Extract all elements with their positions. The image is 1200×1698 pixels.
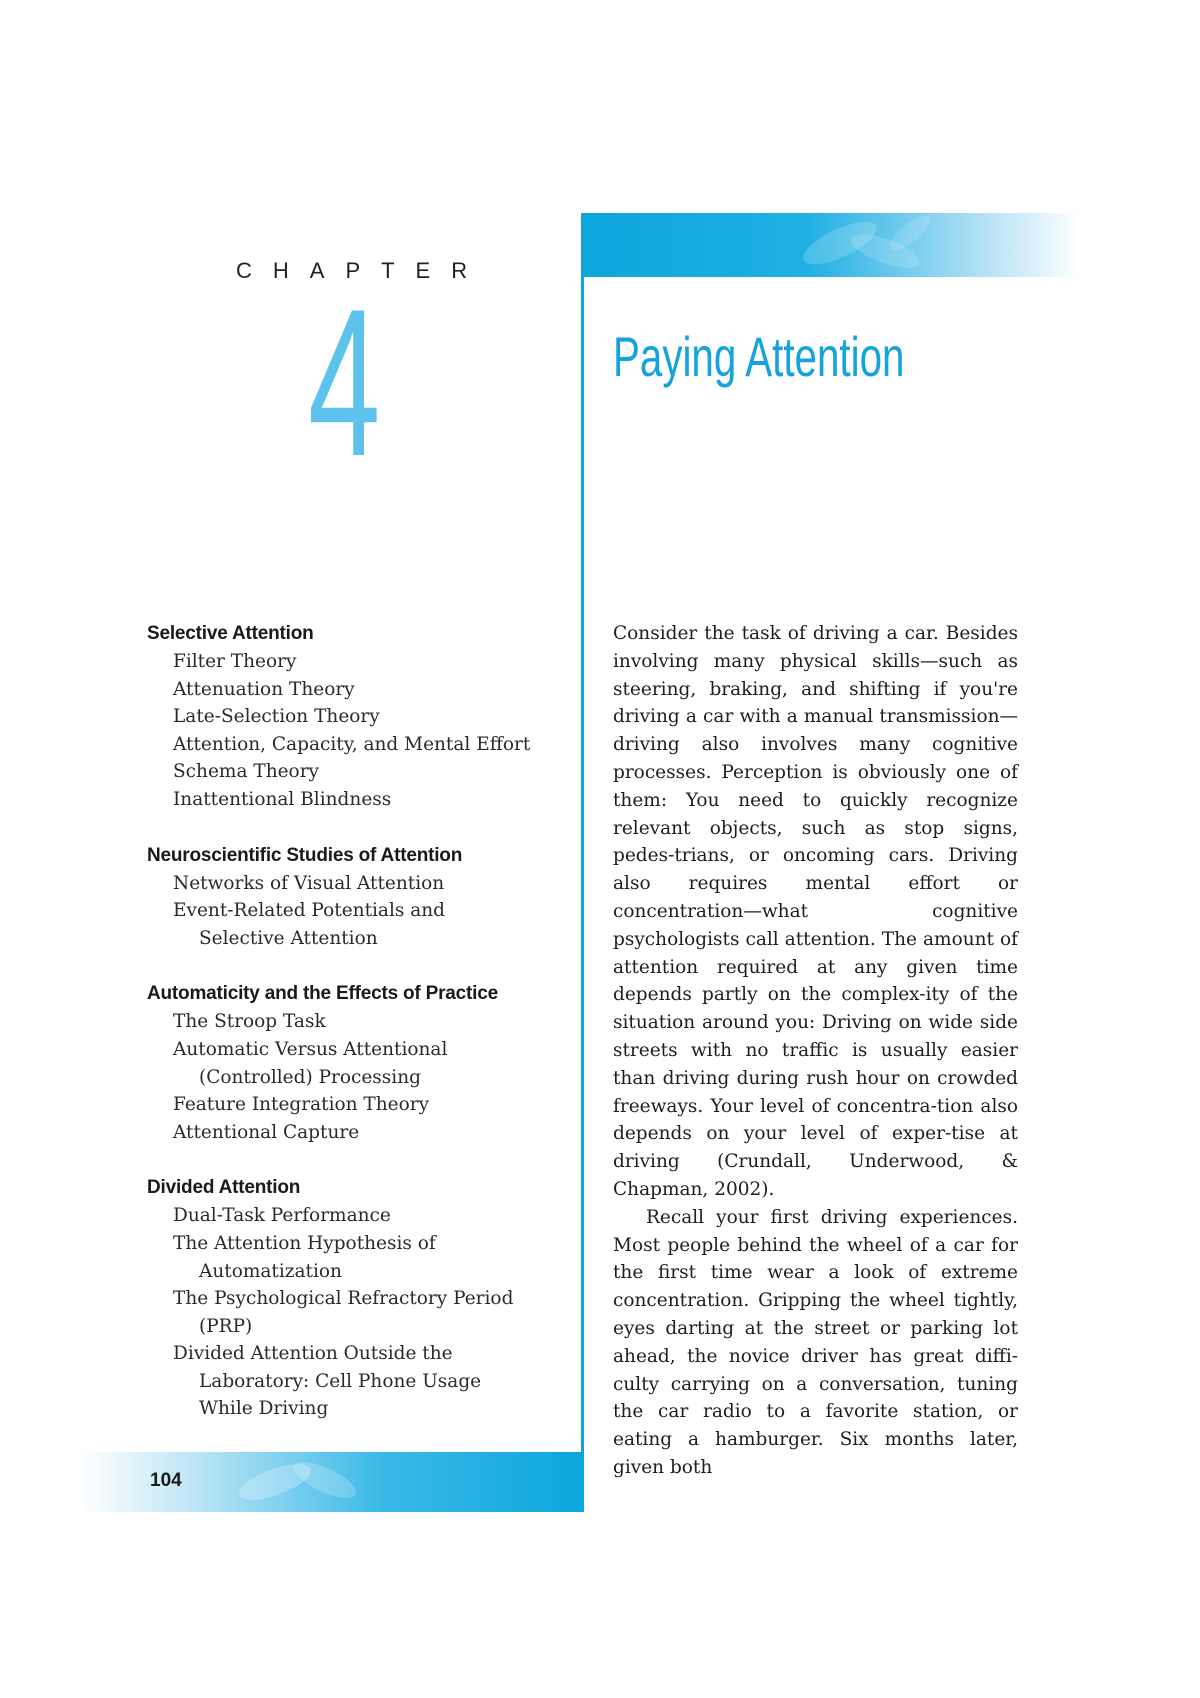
outline-item: Automatization xyxy=(199,1260,342,1282)
outline-item: Attentional Capture xyxy=(173,1121,360,1143)
outline-item: The Psychological Refractory Period xyxy=(173,1288,514,1310)
outline-item: Event-Related Potentials and xyxy=(173,900,446,922)
outline-item: Laboratory: Cell Phone Usage xyxy=(199,1370,482,1392)
outline-item: Dual-Task Performance xyxy=(173,1205,391,1227)
body-paragraph: Consider the task of driving a car. Besides involving many physical skills—such as steering, braking, and shifting if you're driving a car with a manual transmission—driving also involves many cognitive processes. Perception is obviously one of them: You need to quickly recognize relevant objects, such as stop signs, pedes-trians, or oncoming cars. Driving also requires mental effort or concentration—what cognitive psychologists call attention. The amount of attention required at any given time depends partly on the complex-ity of the situation around you: Driving on wide side streets with no traffic is usually easier than driving during rush hour on crowded freeways. Your level of concentra-tion also depends on your level of exper-tise at driving (Crundall, Underwood, & Chapman, 2002). xyxy=(613,623,1018,1200)
vertical-divider xyxy=(581,213,584,1512)
outline-item: Feature Integration Theory xyxy=(173,1094,430,1116)
body-text xyxy=(613,620,1018,1482)
outline-item: The Attention Hypothesis of xyxy=(173,1232,436,1254)
outline-item: Filter Theory xyxy=(173,651,297,672)
floral-decoration xyxy=(230,1452,380,1512)
chapter-outline xyxy=(147,620,567,1451)
outline-item: Networks of Visual Attention xyxy=(173,872,445,894)
chapter-number: 4 xyxy=(308,265,381,500)
outline-section-heading: Neuroscientific Studies of Attention xyxy=(147,844,463,866)
outline-item: (PRP) xyxy=(199,1315,253,1337)
chapter-label: CHAPTER xyxy=(236,258,489,283)
outline-section xyxy=(147,620,567,814)
outline-item: Automatic Versus Attentional xyxy=(173,1038,448,1060)
outline-item: Divided Attention Outside the xyxy=(173,1343,453,1365)
outline-item: Attention, Capacity, and Mental Effort xyxy=(173,733,531,755)
body-paragraph: Recall your first driving experiences. Most people behind the wheel of a car for the first time wear a look of extreme concentration. Gripping the wheel tightly, eyes darting at the street or parking lot ahead, the novice driver has great diffi-culty carrying on a conversation, tuning the car radio to a favorite station, or eating a hamburger. Six months later, given both xyxy=(613,1206,1018,1478)
floral-decoration xyxy=(790,213,950,277)
outline-item: Late-Selection Theory xyxy=(173,706,380,728)
outline-item: The Stroop Task xyxy=(173,1011,326,1033)
chapter-title: Paying Attention xyxy=(613,325,905,388)
outline-item: Inattentional Blindness xyxy=(173,788,392,810)
outline-section xyxy=(147,980,567,1146)
outline-section-heading: Divided Attention xyxy=(147,1177,301,1199)
outline-item: Attenuation Theory xyxy=(173,678,355,700)
outline-item: While Driving xyxy=(199,1398,329,1420)
outline-item: Selective Attention xyxy=(199,927,378,949)
outline-section-heading: Selective Attention xyxy=(147,623,314,644)
outline-section xyxy=(147,1174,567,1423)
outline-section xyxy=(147,842,567,953)
outline-item: (Controlled) Processing xyxy=(199,1066,421,1088)
page-number: 104 xyxy=(150,1470,182,1491)
outline-section-heading: Automaticity and the Effects of Practice xyxy=(147,983,498,1005)
outline-item: Schema Theory xyxy=(173,761,319,783)
